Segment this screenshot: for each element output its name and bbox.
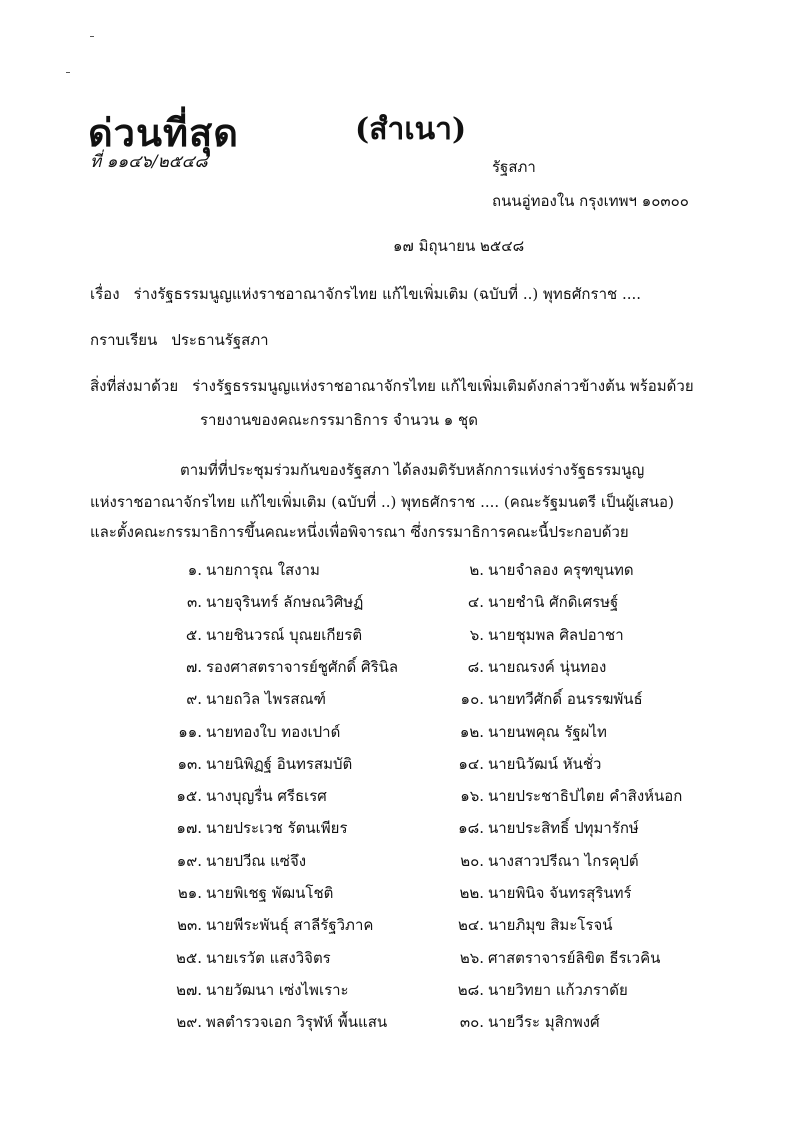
- member-number: ๒๕.: [175, 948, 202, 967]
- member-number: ๑.: [187, 561, 202, 579]
- member-number: ๑๙.: [176, 851, 202, 870]
- member-number: ๙.: [186, 690, 202, 709]
- member-item: [160, 1010, 387, 1034]
- member-number: ๑๖.: [460, 787, 484, 806]
- sender-block: [492, 150, 689, 218]
- member-name: นายชินวรณ์ บุณยเกียรติ: [206, 625, 363, 644]
- member-name: นายวัฒนา เซ่งไพเราะ: [206, 980, 349, 999]
- member-number: ๓.: [186, 593, 202, 612]
- member-item: [442, 720, 607, 744]
- member-item: [442, 946, 660, 970]
- member-item: [160, 752, 352, 776]
- member-name: นายพีระพันธุ์ สาลีรัฐวิภาค: [206, 916, 374, 935]
- member-item: [442, 655, 606, 679]
- member-number: ๑๗.: [176, 819, 202, 838]
- member-name: นายทวีศักดิ์ อนรรฆพันธ์: [488, 690, 643, 709]
- member-item: [160, 913, 373, 937]
- member-number: ๕.: [185, 625, 202, 644]
- member-number: ๑๘.: [458, 819, 484, 838]
- recipient-line: [90, 328, 269, 352]
- member-name: นายวีระ มุสิกพงศ์: [488, 1013, 600, 1032]
- member-name: นางสาวปรีณา ไกรคุปต์: [488, 851, 639, 870]
- member-name: นายณรงค์ นุ่นทอง: [488, 657, 607, 676]
- enclosure-line: [90, 374, 694, 398]
- document-number: ที่ ๑๑๔๖/๒๕๔๘: [90, 152, 208, 172]
- member-name: นายถวิล ไพรสณฑ์: [206, 690, 326, 709]
- member-name: นายทองใบ ทองเปาด์: [206, 722, 341, 741]
- member-item: [442, 816, 639, 840]
- subject-text: ร่างรัฐธรรมนูญแห่งราชอาณาจักรไทย แก้ไขเพิ่มเติม (ฉบับที่ ..) พุทธศักราช ....: [133, 285, 642, 303]
- member-number: ๒๑.: [177, 884, 202, 902]
- member-number: ๘.: [467, 657, 484, 676]
- member-number: ๒๙.: [176, 1013, 202, 1032]
- member-number: ๓๐.: [459, 1013, 484, 1032]
- recipient-label: กราบเรียน: [90, 331, 158, 349]
- member-name: นายภิมุข สิมะโรจน์: [488, 916, 613, 935]
- member-name: นายประชาธิปไตย คำสิงห์นอก: [488, 787, 683, 806]
- recipient-text: ประธานรัฐสภา: [171, 331, 269, 349]
- member-item: [442, 978, 628, 1002]
- member-number: ๒๒.: [459, 884, 484, 902]
- member-item: [442, 752, 601, 776]
- member-number: ๑๒.: [459, 722, 484, 741]
- member-number: ๒๓.: [177, 916, 202, 935]
- member-name: พลตำรวจเอก วิรุฬห์ พื้นแสน: [206, 1013, 388, 1032]
- member-name: นางบุญรื่น ศรีธเรศ: [206, 787, 327, 806]
- member-name: นายจำลอง ครุฑขุนทด: [488, 561, 634, 579]
- sender-org: รัฐสภา: [492, 158, 536, 176]
- member-number: ๒๔.: [457, 916, 484, 935]
- member-number: ๒๘.: [457, 980, 484, 999]
- member-number: ๗.: [185, 657, 202, 676]
- member-item: [160, 816, 348, 840]
- member-item: [442, 623, 624, 647]
- member-name: รองศาสตราจารย์ชูศักดิ์ ศิรินิล: [206, 657, 399, 676]
- member-number: ๑๔.: [458, 754, 484, 773]
- member-item: [160, 687, 326, 711]
- member-item: [442, 558, 634, 582]
- body-paragraph-line-3: และตั้งคณะกรรมาธิการขึ้นคณะหนึ่งเพื่อพิจารณา ซึ่งกรรมาธิการคณะนี้ประกอบด้วย: [90, 523, 629, 541]
- member-name: นายพินิจ จันทรสุรินทร์: [488, 884, 632, 902]
- member-name: นายจุรินทร์ ลักษณวิศิษฏ์: [206, 593, 364, 612]
- member-number: ๒๐.: [460, 851, 484, 870]
- enclosure-label: สิ่งที่ส่งมาด้วย: [90, 377, 179, 395]
- member-name: นายการุณ ใสงาม: [206, 561, 320, 579]
- member-item: [160, 978, 349, 1002]
- member-item: [160, 655, 398, 679]
- document-date: ๑๗ มิถุนายน ๒๕๔๘: [393, 237, 525, 255]
- enclosure-text-2: รายงานของคณะกรรมาธิการ จำนวน ๑ ชุด: [200, 411, 478, 429]
- sender-address: ถนนอู่ทองใน กรุงเทพฯ ๑๐๓๐๐: [492, 192, 689, 210]
- member-name: นายชุมพล ศิลปอาชา: [488, 625, 624, 644]
- copy-label: (สำเนา): [355, 112, 467, 147]
- urgency-stamp: ด่วนที่สุด: [88, 110, 239, 155]
- member-name: นายนิพิฏฐ์ อินทรสมบัติ: [206, 754, 353, 773]
- subject-line: [90, 282, 641, 306]
- member-number: ๒๗.: [176, 980, 202, 999]
- member-item: [160, 590, 363, 614]
- member-item: [160, 881, 333, 905]
- member-number: ๑๐.: [460, 690, 484, 709]
- member-name: นายชำนิ ศักดิเศรษฐ์: [488, 593, 619, 612]
- enclosure-text-1: ร่างรัฐธรรมนูญแห่งราชอาณาจักรไทย แก้ไขเพิ่มเติมดังกล่าวข้างต้น พร้อมด้วย: [192, 377, 694, 395]
- member-item: [160, 720, 340, 744]
- member-name: นายนิวัฒน์ หันชั่ว: [488, 754, 602, 773]
- member-item: [442, 687, 643, 711]
- member-name: นายเรวัต แสงวิจิตร: [206, 948, 331, 967]
- member-name: ศาสตราจารย์ลิขิต ธีรเวคิน: [488, 948, 661, 967]
- member-number: ๑๓.: [177, 754, 202, 773]
- member-item: [442, 913, 613, 937]
- member-name: นายพิเชฐ พัฒนโชติ: [206, 884, 334, 902]
- member-name: นายวิทยา แก้วภราดัย: [488, 980, 628, 999]
- member-item: [160, 849, 306, 873]
- member-number: ๑๕.: [176, 787, 202, 806]
- member-number: ๔.: [467, 593, 484, 612]
- member-item: [442, 590, 618, 614]
- member-item: [442, 849, 639, 873]
- member-name: นายประสิทธิ์ ปทุมารักษ์: [488, 819, 639, 838]
- member-item: [442, 881, 632, 905]
- member-item: [442, 1010, 600, 1034]
- member-item: [442, 784, 682, 808]
- member-name: นายนพคุณ รัฐผไท: [488, 722, 607, 741]
- body-paragraph-line-2: แห่งราชอาณาจักรไทย แก้ไขเพิ่มเติม (ฉบับที่ ..) พุทธศักราช .... (คณะรัฐมนตรี เป็นผู้เสนอ): [90, 493, 674, 511]
- member-number: ๖.: [469, 625, 484, 644]
- member-name: นายปวีณ แซ่จึง: [206, 851, 307, 870]
- body-paragraph-line-1: ตามที่ที่ประชุมร่วมกันของรัฐสภา ได้ลงมติรับหลักการแห่งร่างรัฐธรรมนูญ: [180, 461, 645, 479]
- member-item: [160, 784, 327, 808]
- member-number: ๒๖.: [459, 948, 484, 967]
- scan-speck: [66, 72, 70, 73]
- member-item: [160, 623, 362, 647]
- member-item: [160, 946, 331, 970]
- member-item: [160, 558, 320, 582]
- member-number: ๒.: [469, 561, 484, 579]
- member-name: นายประเวช รัตนเพียร: [206, 819, 348, 838]
- scan-speck: [90, 36, 94, 37]
- member-number: ๑๑.: [178, 722, 202, 741]
- subject-label: เรื่อง: [90, 285, 120, 303]
